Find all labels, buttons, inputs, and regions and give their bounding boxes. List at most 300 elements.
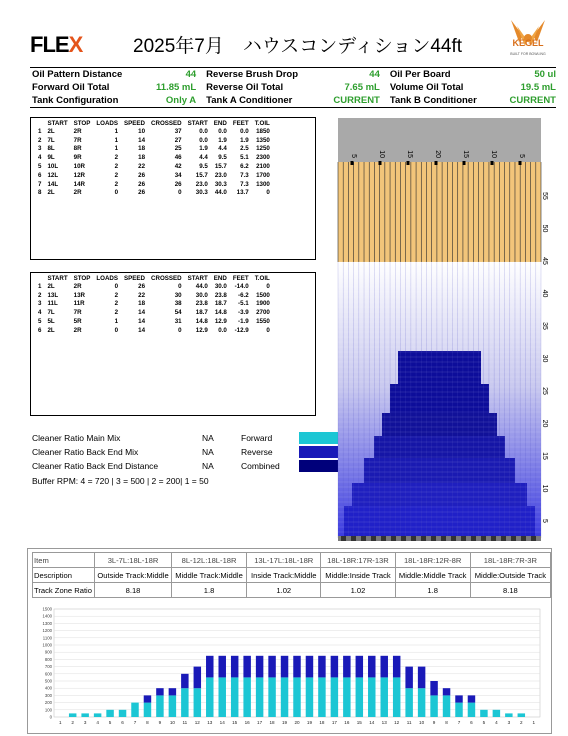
table-cell: 13.7 bbox=[236, 189, 249, 197]
table-cell: 7.3 bbox=[240, 171, 249, 179]
approach-dot bbox=[531, 536, 536, 541]
table-cell: 23.0 bbox=[214, 171, 227, 179]
table-cell: 15.7 bbox=[195, 171, 208, 179]
table-cell: 26 bbox=[138, 180, 146, 188]
cleaner-value: NA bbox=[202, 433, 214, 443]
column-header: T.OIL bbox=[254, 120, 270, 127]
legend-swatch bbox=[299, 432, 339, 444]
approach-dot bbox=[461, 536, 466, 541]
column-header: END bbox=[213, 120, 227, 127]
x-tick-label: 1 bbox=[532, 720, 536, 725]
summary-value: 7.65 mL bbox=[344, 82, 380, 93]
x-tick-label: 18 bbox=[319, 720, 325, 725]
distance-label: 25 bbox=[541, 387, 548, 395]
table-cell: 23.8 bbox=[195, 300, 208, 308]
y-tick-label: 800 bbox=[44, 656, 52, 662]
bar-segment bbox=[206, 656, 213, 678]
bar-segment bbox=[356, 677, 363, 717]
bar-segment bbox=[144, 703, 151, 717]
approach-dot bbox=[391, 536, 396, 541]
summary-value: CURRENT bbox=[509, 95, 556, 106]
summary-label: Oil Per Board bbox=[389, 69, 451, 80]
ratio-cell: 18L-18R:12R-8R bbox=[395, 553, 470, 568]
summary-label: Reverse Brush Drop bbox=[206, 69, 299, 80]
table-cell: 23.0 bbox=[195, 180, 208, 188]
table-cell: 44.0 bbox=[214, 189, 227, 197]
table-cell: 14 bbox=[138, 318, 146, 326]
bar-segment bbox=[455, 695, 462, 702]
x-tick-label: 4 bbox=[96, 720, 99, 725]
x-tick-label: 12 bbox=[194, 720, 200, 725]
table-cell: 3 bbox=[38, 145, 42, 153]
table-cell: 2L bbox=[47, 127, 55, 135]
bar-segment bbox=[119, 710, 126, 717]
table-cell: 0 bbox=[114, 189, 119, 197]
summary-label: Reverse Oil Total bbox=[206, 82, 284, 93]
approach-dot bbox=[471, 536, 476, 541]
bar-segment bbox=[69, 713, 76, 717]
buffer-rpm: Buffer RPM: 4 = 720 | 3 = 500 | 2 = 200| 1 = 50 bbox=[32, 476, 209, 486]
table-cell: 26 bbox=[138, 282, 146, 290]
x-tick-label: 12 bbox=[394, 720, 400, 725]
x-tick-label: 3 bbox=[507, 720, 511, 725]
table-cell: 10 bbox=[138, 127, 146, 135]
bar-segment bbox=[455, 703, 462, 717]
distance-label: 10 bbox=[541, 484, 548, 493]
forward-row bbox=[35, 145, 273, 154]
target-arrow bbox=[407, 161, 410, 165]
bar-segment bbox=[306, 656, 313, 678]
board-number-label: 10 bbox=[490, 150, 497, 158]
table-cell: 2R bbox=[73, 127, 82, 135]
table-cell: 6.2 bbox=[240, 163, 249, 171]
foul-line bbox=[338, 536, 541, 541]
bar-segment bbox=[218, 656, 225, 678]
table-cell: 46 bbox=[174, 154, 182, 162]
summary-label: Forward Oil Total bbox=[32, 82, 110, 93]
bar-segment bbox=[343, 656, 350, 678]
table-cell: 37 bbox=[174, 127, 182, 135]
bar-segment bbox=[493, 710, 500, 717]
x-tick-label: 2 bbox=[520, 720, 523, 725]
table-cell: 2R bbox=[73, 326, 82, 334]
ratio-cell: 1.02 bbox=[247, 583, 321, 598]
table-cell: -5.1 bbox=[238, 300, 249, 308]
y-tick-label: 1400 bbox=[42, 613, 52, 619]
table-cell: 9.5 bbox=[218, 154, 227, 162]
approach-dot bbox=[511, 536, 516, 541]
reverse-row bbox=[35, 317, 273, 326]
bar-segment bbox=[81, 713, 88, 717]
bar-segment bbox=[331, 677, 338, 717]
summary-value: 50 ul bbox=[534, 69, 556, 80]
target-arrow bbox=[379, 161, 382, 165]
table-cell: 42 bbox=[174, 163, 182, 171]
bar-segment bbox=[293, 656, 300, 678]
cleaner-label: Cleaner Ratio Back End Distance bbox=[32, 461, 159, 471]
table-cell: 25 bbox=[174, 145, 182, 153]
ratio-header-row bbox=[33, 553, 551, 568]
bar-segment bbox=[468, 703, 475, 717]
table-cell: 30.3 bbox=[195, 189, 208, 197]
table-cell: 18.7 bbox=[214, 300, 227, 308]
table-cell: 8L bbox=[47, 145, 55, 153]
table-cell: 2 bbox=[114, 291, 119, 299]
table-cell: 2L bbox=[47, 189, 55, 197]
table-cell: 1 bbox=[38, 127, 42, 135]
bar-segment bbox=[281, 656, 288, 678]
table-cell: 5 bbox=[38, 318, 42, 326]
approach-dot bbox=[381, 536, 386, 541]
table-cell: 18.7 bbox=[195, 309, 208, 317]
table-cell: 26 bbox=[174, 180, 182, 188]
ratio-cell: Middle Track:Middle bbox=[171, 568, 246, 583]
column-header: T.OIL bbox=[254, 275, 270, 282]
table-cell: 38 bbox=[174, 300, 182, 308]
table-cell: 7 bbox=[38, 180, 42, 188]
bar-segment bbox=[518, 713, 525, 717]
board-number-label: 5 bbox=[350, 154, 357, 158]
table-cell: 0.0 bbox=[240, 127, 249, 135]
table-cell: 18 bbox=[138, 154, 146, 162]
y-tick-label: 500 bbox=[44, 678, 52, 684]
table-cell: 12L bbox=[47, 171, 59, 179]
reverse-row bbox=[35, 291, 273, 300]
table-cell: 5.1 bbox=[240, 154, 249, 162]
forward-row bbox=[35, 127, 273, 136]
table-cell: 7R bbox=[73, 136, 82, 144]
forward-header-row bbox=[35, 120, 273, 127]
table-cell: 1.9 bbox=[240, 136, 249, 144]
forward-row bbox=[35, 171, 273, 180]
table-cell: 2 bbox=[114, 180, 119, 188]
reverse-header-row bbox=[35, 275, 273, 282]
table-cell: 12.9 bbox=[195, 326, 208, 334]
reverse-row bbox=[35, 282, 273, 291]
summary-value: Only A bbox=[165, 95, 197, 106]
table-cell: 13L bbox=[47, 291, 59, 299]
table-cell: 1 bbox=[114, 318, 119, 326]
lane-oil-graphic bbox=[338, 118, 548, 541]
approach-dot bbox=[351, 536, 356, 541]
table-cell: 0 bbox=[178, 326, 182, 334]
bar-segment bbox=[243, 677, 250, 717]
column-header: LOADS bbox=[96, 275, 119, 282]
bar-segment bbox=[443, 695, 450, 717]
x-tick-label: 19 bbox=[306, 720, 313, 725]
bar-segment bbox=[268, 656, 275, 678]
column-header: STOP bbox=[73, 275, 91, 282]
distance-label: 40 bbox=[541, 289, 548, 298]
approach-dot bbox=[431, 536, 436, 541]
x-tick-label: 11 bbox=[406, 720, 412, 725]
table-cell: 1700 bbox=[256, 171, 270, 179]
table-cell: 1 bbox=[114, 145, 119, 153]
table-cell: 0.0 bbox=[199, 136, 208, 144]
table-cell: -3.9 bbox=[238, 309, 249, 317]
table-cell: 0.0 bbox=[218, 326, 227, 334]
bar-segment bbox=[194, 688, 201, 717]
table-cell: 31 bbox=[174, 318, 182, 326]
bar-segment bbox=[405, 667, 412, 689]
ratio-cell: 18L-18R:7R-3R bbox=[470, 553, 550, 568]
x-tick-label: 15 bbox=[356, 720, 362, 725]
table-cell: 0 bbox=[266, 282, 270, 290]
dry-zone bbox=[338, 162, 541, 262]
column-header: START bbox=[47, 120, 68, 127]
table-cell: 23.8 bbox=[214, 291, 227, 299]
approach-dot bbox=[441, 536, 446, 541]
column-header: LOADS bbox=[96, 120, 119, 127]
bar-segment bbox=[181, 688, 188, 717]
bar-segment bbox=[281, 677, 288, 717]
bar-segment bbox=[356, 656, 363, 678]
bar-segment bbox=[443, 688, 450, 695]
x-tick-label: 7 bbox=[457, 720, 461, 725]
table-cell: 18 bbox=[138, 145, 146, 153]
column-header: END bbox=[213, 275, 227, 282]
bar-segment bbox=[480, 710, 487, 717]
table-cell: 2 bbox=[114, 163, 119, 171]
bar-segment bbox=[405, 688, 412, 717]
ratio-cell: 1.8 bbox=[395, 583, 470, 598]
bar-segment bbox=[293, 677, 300, 717]
summary-label: Oil Pattern Distance bbox=[32, 69, 123, 80]
ratio-cell: Middle:Middle Track bbox=[395, 568, 470, 583]
summary-value: 11.85 mL bbox=[156, 82, 197, 93]
column-header: CROSSED bbox=[151, 275, 182, 282]
table-cell: 1350 bbox=[256, 136, 270, 144]
board-number-label: 5 bbox=[518, 154, 525, 158]
column-header: START bbox=[187, 120, 208, 127]
bar-segment bbox=[380, 677, 387, 717]
table-cell: 14L bbox=[47, 180, 59, 188]
cleaner-label: Cleaner Ratio Back End Mix bbox=[32, 447, 139, 457]
bar-segment bbox=[256, 656, 263, 678]
approach-dot bbox=[411, 536, 416, 541]
legend-label: Combined bbox=[241, 461, 280, 471]
y-tick-label: 1500 bbox=[42, 606, 52, 612]
bar-segment bbox=[306, 677, 313, 717]
table-cell: 7R bbox=[73, 309, 82, 317]
table-cell: 2 bbox=[38, 136, 42, 144]
table-cell: 1500 bbox=[256, 291, 270, 299]
track-zone-ratio-table bbox=[32, 552, 551, 598]
table-cell: 2 bbox=[114, 309, 119, 317]
bar-segment bbox=[368, 677, 375, 717]
table-cell: 34 bbox=[174, 171, 182, 179]
x-tick-label: 15 bbox=[232, 720, 238, 725]
approach-dot bbox=[401, 536, 406, 541]
column-header: STOP bbox=[73, 120, 91, 127]
x-tick-label: 8 bbox=[445, 720, 448, 725]
table-cell: -12.9 bbox=[234, 326, 249, 334]
kegel-tagline: BUILT FOR BOWLING bbox=[510, 52, 546, 56]
x-tick-label: 13 bbox=[207, 720, 213, 725]
cleaner-value: NA bbox=[202, 461, 214, 471]
approach-dot bbox=[451, 536, 456, 541]
ratio-cell: 1.02 bbox=[321, 583, 395, 598]
approach-dot bbox=[501, 536, 506, 541]
distance-label: 55 bbox=[541, 192, 548, 200]
table-cell: 7L bbox=[47, 136, 55, 144]
column-header bbox=[35, 275, 44, 282]
y-tick-label: 100 bbox=[44, 707, 52, 713]
bar-segment bbox=[268, 677, 275, 717]
x-tick-label: 7 bbox=[133, 720, 137, 725]
x-tick-label: 13 bbox=[381, 720, 387, 725]
approach-dot bbox=[491, 536, 496, 541]
x-tick-label: 5 bbox=[482, 720, 486, 725]
bar-segment bbox=[418, 667, 425, 689]
bar-segment bbox=[156, 688, 163, 695]
table-cell: 11R bbox=[73, 300, 85, 308]
board-number-label: 15 bbox=[406, 150, 413, 158]
bar-segment bbox=[368, 656, 375, 678]
forward-pattern-table bbox=[30, 117, 316, 260]
bar-segment bbox=[468, 695, 475, 702]
table-cell: 14 bbox=[138, 136, 146, 144]
ratio-cell: Item bbox=[33, 553, 95, 568]
summary-table bbox=[30, 67, 556, 108]
reverse-pattern-table bbox=[30, 272, 316, 416]
table-cell: 30.0 bbox=[214, 282, 227, 290]
table-cell: 14.8 bbox=[214, 309, 227, 317]
x-tick-label: 11 bbox=[182, 720, 188, 725]
bar-segment bbox=[131, 703, 138, 717]
table-cell: 0.0 bbox=[199, 127, 208, 135]
bar-segment bbox=[243, 656, 250, 678]
table-cell: 10R bbox=[73, 163, 85, 171]
page-title: 2025年7月 ハウスコンディション44ft bbox=[133, 36, 463, 57]
ratio-cell: 13L-17L:18L-18R bbox=[247, 553, 321, 568]
distance-label: 30 bbox=[541, 354, 548, 363]
x-tick-label: 4 bbox=[495, 720, 498, 725]
table-cell: 1550 bbox=[256, 318, 270, 326]
summary-value: 44 bbox=[185, 69, 197, 80]
track-zone-panel bbox=[27, 548, 552, 734]
bar-segment bbox=[218, 677, 225, 717]
table-cell: 2700 bbox=[256, 309, 270, 317]
ratio-cell: Inside Track:Middle bbox=[247, 568, 321, 583]
table-cell: 7.3 bbox=[240, 180, 249, 188]
table-cell: 26 bbox=[138, 171, 146, 179]
summary-value: 44 bbox=[369, 69, 380, 80]
column-header: START bbox=[47, 275, 68, 282]
x-tick-label: 3 bbox=[83, 720, 87, 725]
table-cell: 14 bbox=[138, 309, 146, 317]
table-cell: 15.7 bbox=[214, 163, 227, 171]
bar-segment bbox=[156, 695, 163, 717]
bar-segment bbox=[393, 677, 400, 717]
table-cell: 6 bbox=[38, 326, 42, 334]
table-cell: 9.5 bbox=[199, 163, 208, 171]
bar-segment bbox=[169, 695, 176, 717]
table-cell: 30 bbox=[174, 291, 182, 299]
bar-segment bbox=[418, 688, 425, 717]
y-tick-label: 700 bbox=[44, 664, 52, 670]
bar-segment bbox=[106, 710, 113, 717]
x-tick-label: 14 bbox=[219, 720, 225, 725]
table-cell: 11L bbox=[47, 300, 58, 308]
table-cell: 1300 bbox=[256, 180, 270, 188]
table-cell: 0.0 bbox=[218, 127, 227, 135]
summary-value: 19.5 mL bbox=[520, 82, 556, 93]
ratio-description-row bbox=[33, 568, 551, 583]
table-cell: 54 bbox=[174, 309, 182, 317]
table-cell: 7L bbox=[47, 309, 55, 317]
y-tick-label: 1000 bbox=[42, 642, 52, 648]
reverse-row bbox=[35, 308, 273, 317]
x-tick-label: 18 bbox=[269, 720, 275, 725]
bar-segment bbox=[144, 695, 151, 702]
bar-segment bbox=[318, 656, 325, 678]
summary-label: Tank Configuration bbox=[32, 95, 119, 106]
approach-dot bbox=[481, 536, 486, 541]
x-tick-label: 20 bbox=[294, 720, 300, 725]
forward-row bbox=[35, 153, 273, 162]
table-cell: 12.9 bbox=[214, 318, 227, 326]
table-cell: 22 bbox=[138, 163, 146, 171]
x-tick-label: 6 bbox=[470, 720, 473, 725]
ratio-cell: Description bbox=[33, 568, 95, 583]
table-cell: -1.9 bbox=[238, 318, 249, 326]
table-cell: 2100 bbox=[256, 163, 270, 171]
bar-segment bbox=[430, 695, 437, 717]
bar-segment bbox=[331, 656, 338, 678]
table-cell: 5 bbox=[38, 163, 42, 171]
forward-row bbox=[35, 162, 273, 171]
board-number-label: 20 bbox=[434, 150, 441, 158]
table-cell: 44.0 bbox=[195, 282, 208, 290]
bar-segment bbox=[181, 674, 188, 688]
x-tick-label: 16 bbox=[344, 720, 350, 725]
x-tick-label: 17 bbox=[257, 720, 263, 725]
distance-label: 20 bbox=[541, 419, 548, 428]
x-tick-label: 8 bbox=[146, 720, 149, 725]
y-tick-label: 1200 bbox=[42, 628, 52, 634]
cleaner-value: NA bbox=[202, 447, 214, 457]
table-cell: 4 bbox=[38, 154, 42, 162]
x-tick-label: 1 bbox=[58, 720, 62, 725]
summary-label: Tank A Conditioner bbox=[206, 95, 293, 106]
summary-row bbox=[30, 81, 556, 94]
column-header: SPEED bbox=[124, 275, 146, 282]
legend-swatch bbox=[299, 460, 339, 472]
reverse-row bbox=[35, 326, 273, 335]
table-cell: 2 bbox=[114, 154, 119, 162]
bar-segment bbox=[231, 677, 238, 717]
ratio-cell: 8L-12L:18L-18R bbox=[171, 553, 246, 568]
table-cell: 2L bbox=[47, 326, 55, 334]
x-tick-label: 6 bbox=[121, 720, 124, 725]
bar-segment bbox=[256, 677, 263, 717]
x-tick-label: 14 bbox=[369, 720, 375, 725]
x-tick-label: 17 bbox=[331, 720, 337, 725]
table-cell: 30.3 bbox=[214, 180, 227, 188]
summary-value: CURRENT bbox=[333, 95, 380, 106]
table-cell: 2300 bbox=[256, 154, 270, 162]
legend-swatch bbox=[299, 446, 339, 458]
table-cell: 22 bbox=[138, 291, 146, 299]
bar-segment bbox=[94, 713, 101, 717]
x-tick-label: 10 bbox=[169, 720, 175, 725]
column-header bbox=[35, 120, 44, 127]
ratio-cell: Middle:Outside Track bbox=[470, 568, 550, 583]
target-arrow bbox=[435, 161, 438, 165]
table-cell: 1850 bbox=[256, 127, 270, 135]
x-tick-label: 16 bbox=[244, 720, 250, 725]
